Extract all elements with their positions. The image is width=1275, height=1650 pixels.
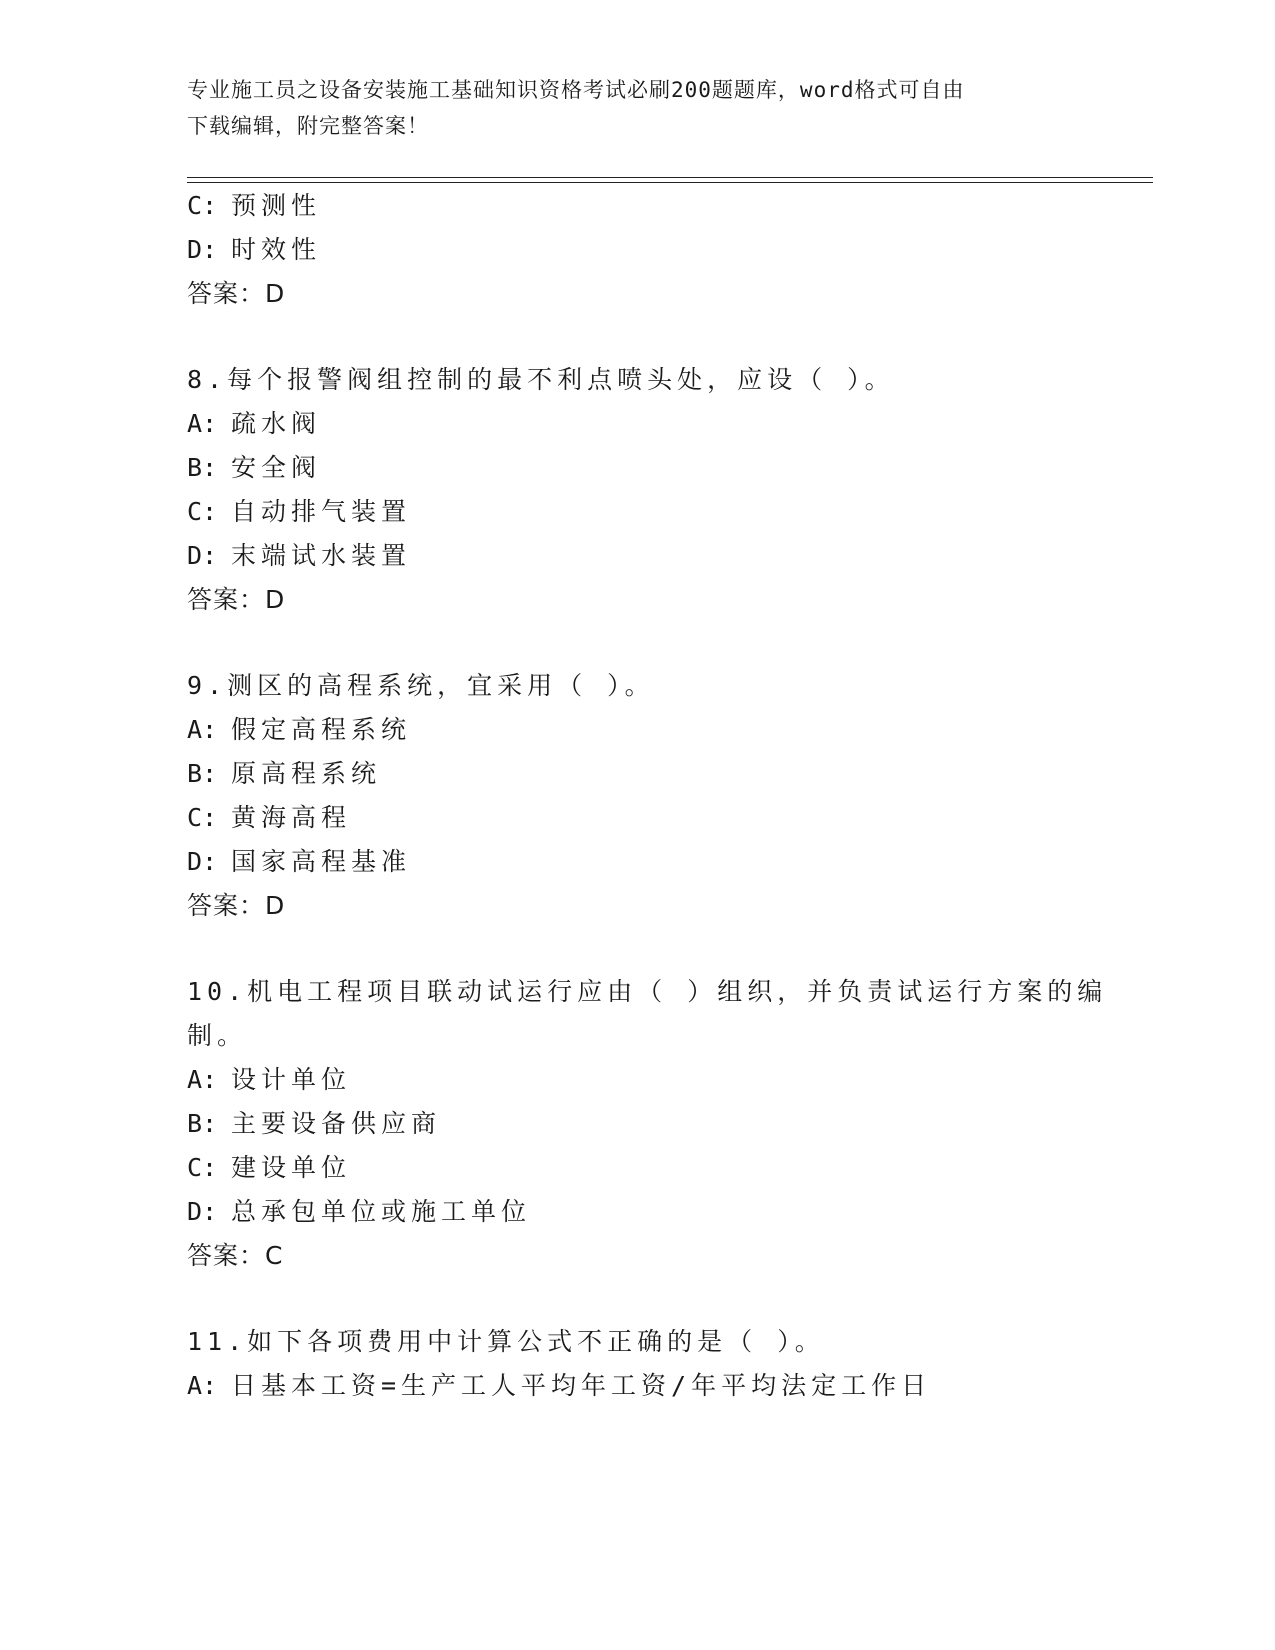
answer: 答案：D	[187, 585, 286, 614]
option-b	[187, 758, 381, 790]
option-label: D:	[187, 235, 218, 264]
option-text: 预测性	[231, 191, 322, 220]
option-text: 时效性	[231, 235, 322, 264]
answer: 答案：D	[187, 279, 286, 308]
option-d	[187, 540, 411, 572]
option-c	[187, 1152, 351, 1184]
option-text: 建设单位	[231, 1153, 352, 1182]
question-8: 8.每个报警阀组控制的最不利点喷头处，应设（ ）。	[187, 365, 895, 394]
option-a	[187, 408, 321, 440]
option-text: 总承包单位或施工单位	[231, 1197, 532, 1226]
option-text: 自动排气装置	[231, 497, 412, 526]
option-label: D:	[187, 847, 218, 876]
option-d	[187, 846, 411, 878]
question-9: 9.测区的高程系统，宜采用（ ）。	[187, 671, 655, 700]
option-label: A:	[187, 1371, 218, 1400]
option-text: 末端试水装置	[231, 541, 412, 570]
question-11: 11.如下各项费用中计算公式不正确的是（ ）。	[187, 1327, 825, 1356]
option-text: 国家高程基准	[231, 847, 412, 876]
option-label: A:	[187, 715, 218, 744]
option-label: A:	[187, 1065, 218, 1094]
document-header	[187, 72, 1087, 144]
option-label: C:	[187, 803, 218, 832]
option-label: B:	[187, 453, 218, 482]
header-rule-top	[187, 177, 1153, 178]
answer: 答案：C	[187, 1241, 284, 1270]
option-label: C:	[187, 191, 218, 220]
option-a	[187, 714, 411, 746]
option-a	[187, 1064, 351, 1096]
option-label: C:	[187, 497, 218, 526]
option-text: 日基本工资=生产工人平均年工资/年平均法定工作日	[231, 1371, 932, 1400]
answer: 答案：D	[187, 891, 286, 920]
option-a	[187, 1370, 931, 1402]
option-label: D:	[187, 541, 218, 570]
option-text: 黄海高程	[231, 803, 352, 832]
header-line-2: 下载编辑，附完整答案！	[187, 114, 429, 138]
option-text: 主要设备供应商	[231, 1109, 442, 1138]
option-label: B:	[187, 759, 218, 788]
option-text: 原高程系统	[231, 759, 382, 788]
option-c	[187, 802, 351, 834]
option-text: 疏水阀	[231, 409, 322, 438]
option-label: A:	[187, 409, 218, 438]
header-line-1: 专业施工员之设备安装施工基础知识资格考试必刷200题题库，word格式可自由	[187, 78, 965, 102]
header-rule-bottom	[187, 182, 1153, 183]
option-label: D:	[187, 1197, 218, 1226]
question-10-line-2: 制。	[187, 1021, 248, 1050]
option-c	[187, 496, 411, 528]
option-text: 假定高程系统	[231, 715, 412, 744]
option-text: 设计单位	[231, 1065, 352, 1094]
option-b	[187, 452, 321, 484]
option-b	[187, 1108, 441, 1140]
option-d	[187, 1196, 531, 1228]
option-label: C:	[187, 1153, 218, 1182]
option-c	[187, 190, 321, 222]
question-10-line-1: 10.机电工程项目联动试运行应由（ ）组织，并负责试运行方案的编	[187, 977, 1108, 1006]
option-d	[187, 234, 321, 266]
option-text: 安全阀	[231, 453, 322, 482]
option-label: B:	[187, 1109, 218, 1138]
